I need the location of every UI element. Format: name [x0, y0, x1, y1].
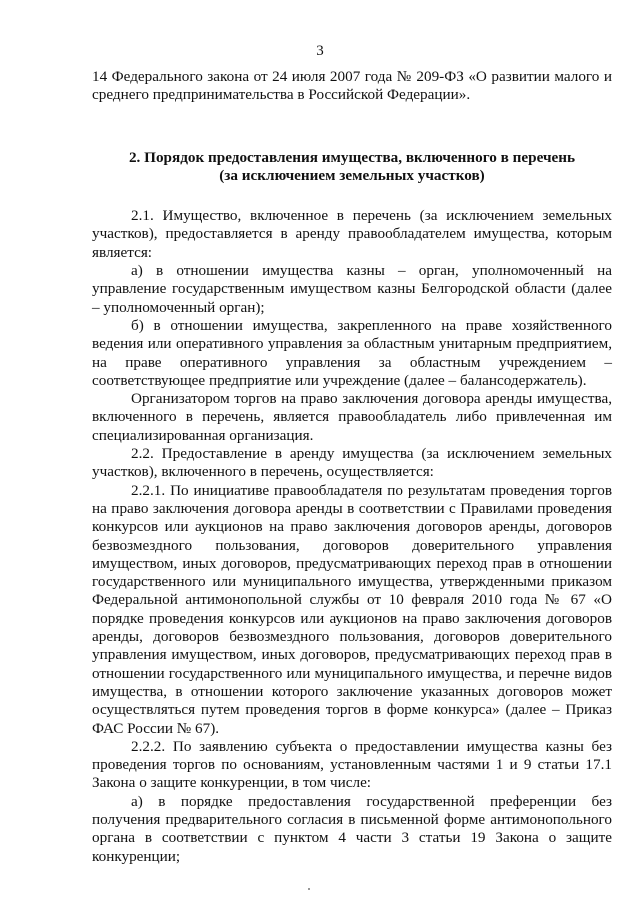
page-number: 3 — [316, 43, 324, 59]
scan-speck — [308, 888, 310, 890]
section-heading-line-1: 2. Порядок предоставления имущества, включенного в перечень — [128, 148, 576, 166]
paragraph-2-1: 2.1. Имущество, включенное в перечень (за исключением земельных участков), предоставляется в аренду правообладателем имущества, которым является: — [92, 207, 612, 261]
paragraph-2-2-1: 2.2.1. По инициативе правообладателя по результатам проведения торгов на право заключения договора аренды в соответствии с Правилами проведения конкурсов или аукционов на право заключения договоров аренды, договоров безвозмездного пользования, договоров доверительного управления имуществом, иных договоров, предусматривающих переход прав в отношении государственного или муниципального имущества, утвержденными приказом Федеральной антимонопольной службы от 10 февраля 2010 года № 67 «О порядке проведения конкурсов или аукционов на право заключения договоров аренды, договоров безвозмездного пользования, договоров доверительного управления имуществом, иных договоров, предусматривающих переход прав в отношении государственного или муниципального имущества, и перечне видов имущества, в отношении которого заключение указанных договоров может осуществляться путем проведения торгов в форме конкурса» (далее – Приказ ФАС России № 67). — [92, 481, 612, 737]
document-body — [92, 68, 612, 866]
paragraph-2-2-2-a: а) в порядке предоставления государственной преференции без получения предварительного согласия в письменной форме антимонопольного органа в соответствии с пунктом 4 части 3 статьи 19 Закона о защите конкуренции; — [92, 792, 612, 865]
paragraph-organizer: Организатором торгов на право заключения договора аренды имущества, включенного в перечень, является правообладатель либо привлеченная им специализированная организация. — [92, 390, 612, 444]
paragraph-2-2-2: 2.2.2. По заявлению субъекта о предоставлении имущества казны без проведения торгов по основаниям, установленным частями 1 и 9 статьи 17.1 Закона о защите конкуренции, в том числе: — [92, 737, 612, 792]
section-heading — [92, 149, 612, 186]
paragraph-continuation: 14 Федерального закона от 24 июля 2007 года № 209-ФЗ «О развитии малого и среднего предпринимательства в Российской Федерации». — [92, 68, 612, 104]
section-heading-line-2: (за исключением земельных участков) — [219, 166, 485, 184]
paragraph-2-1-a: а) в отношении имущества казны – орган, уполномоченный на управление государственным имуществом казны Белгородской области (далее – уполномоченный орган); — [92, 262, 612, 316]
paragraph-2-1-b: б) в отношении имущества, закрепленного на праве хозяйственного ведения или оперативного управления за областным унитарным предприятием, на праве оперативного управления за областным учреждением – соответствующее предприятие или учреждение (далее – балансодержатель). — [92, 316, 612, 389]
paragraph-2-2: 2.2. Предоставление в аренду имущества (за исключением земельных участков), включенного в перечень, осуществляется: — [92, 445, 612, 481]
